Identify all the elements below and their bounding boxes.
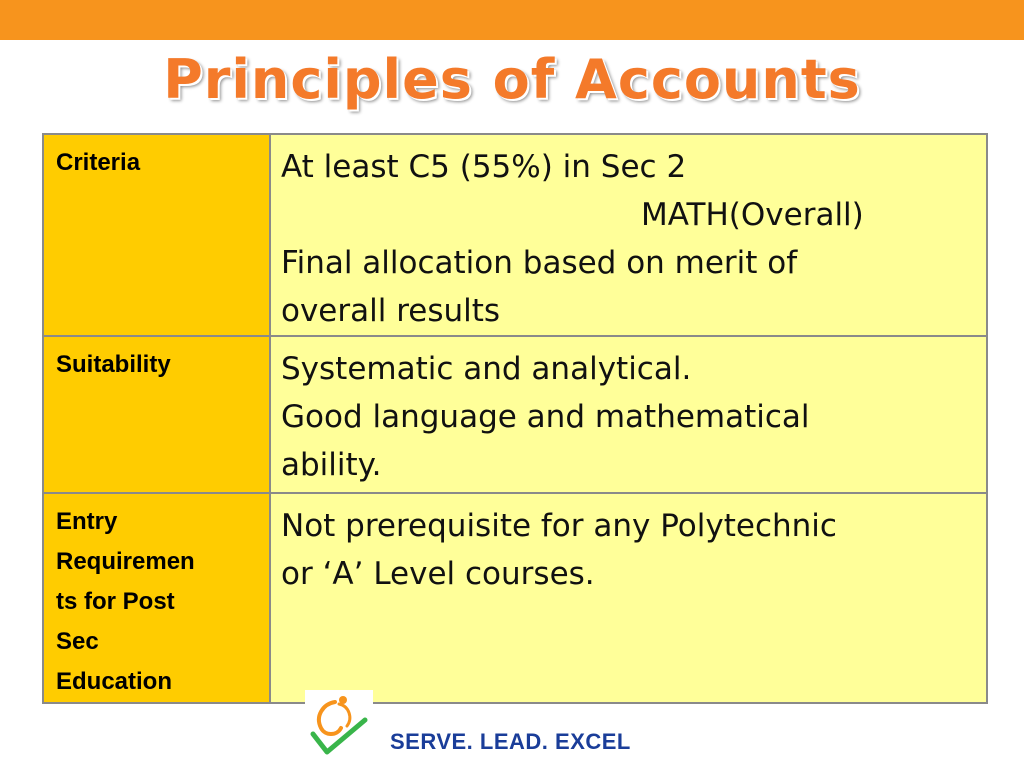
slide-title: Principles of Accounts: [163, 48, 861, 111]
row-label-entry-requirements: [43, 493, 270, 703]
requirements-table: [42, 133, 988, 704]
value-line: Final allocation based on merit of: [281, 245, 798, 281]
table-row: [43, 134, 987, 336]
value-line: Systematic and analytical.: [281, 351, 692, 387]
school-logo-icon: [305, 690, 373, 758]
label-line: Requiremen: [56, 548, 195, 575]
value-line: overall results: [281, 293, 501, 329]
label-line: Sec: [56, 628, 99, 655]
value-line: or ‘A’ Level courses.: [281, 556, 595, 592]
label-line: ts for Post: [56, 588, 175, 615]
value-line: Not prerequisite for any Polytechnic: [281, 508, 837, 544]
value-line: MATH(Overall): [641, 197, 864, 233]
label-line: Entry: [56, 508, 118, 535]
value-line: At least C5 (55%) in Sec 2: [281, 149, 687, 185]
row-value-criteria: [270, 134, 987, 336]
table-row: [43, 493, 987, 703]
value-line: Good language and mathematical: [281, 399, 810, 435]
row-value-entry-requirements: [270, 493, 987, 703]
label-line: Education: [56, 668, 173, 695]
row-label-criteria: Criteria: [43, 134, 270, 336]
top-accent-bar: [0, 0, 1024, 40]
table-row: [43, 336, 987, 493]
row-label-suitability: Suitability: [43, 336, 270, 493]
row-value-suitability: [270, 336, 987, 493]
footer-slogan: SERVE. LEAD. EXCEL: [390, 729, 631, 754]
value-line: ability.: [281, 447, 382, 483]
